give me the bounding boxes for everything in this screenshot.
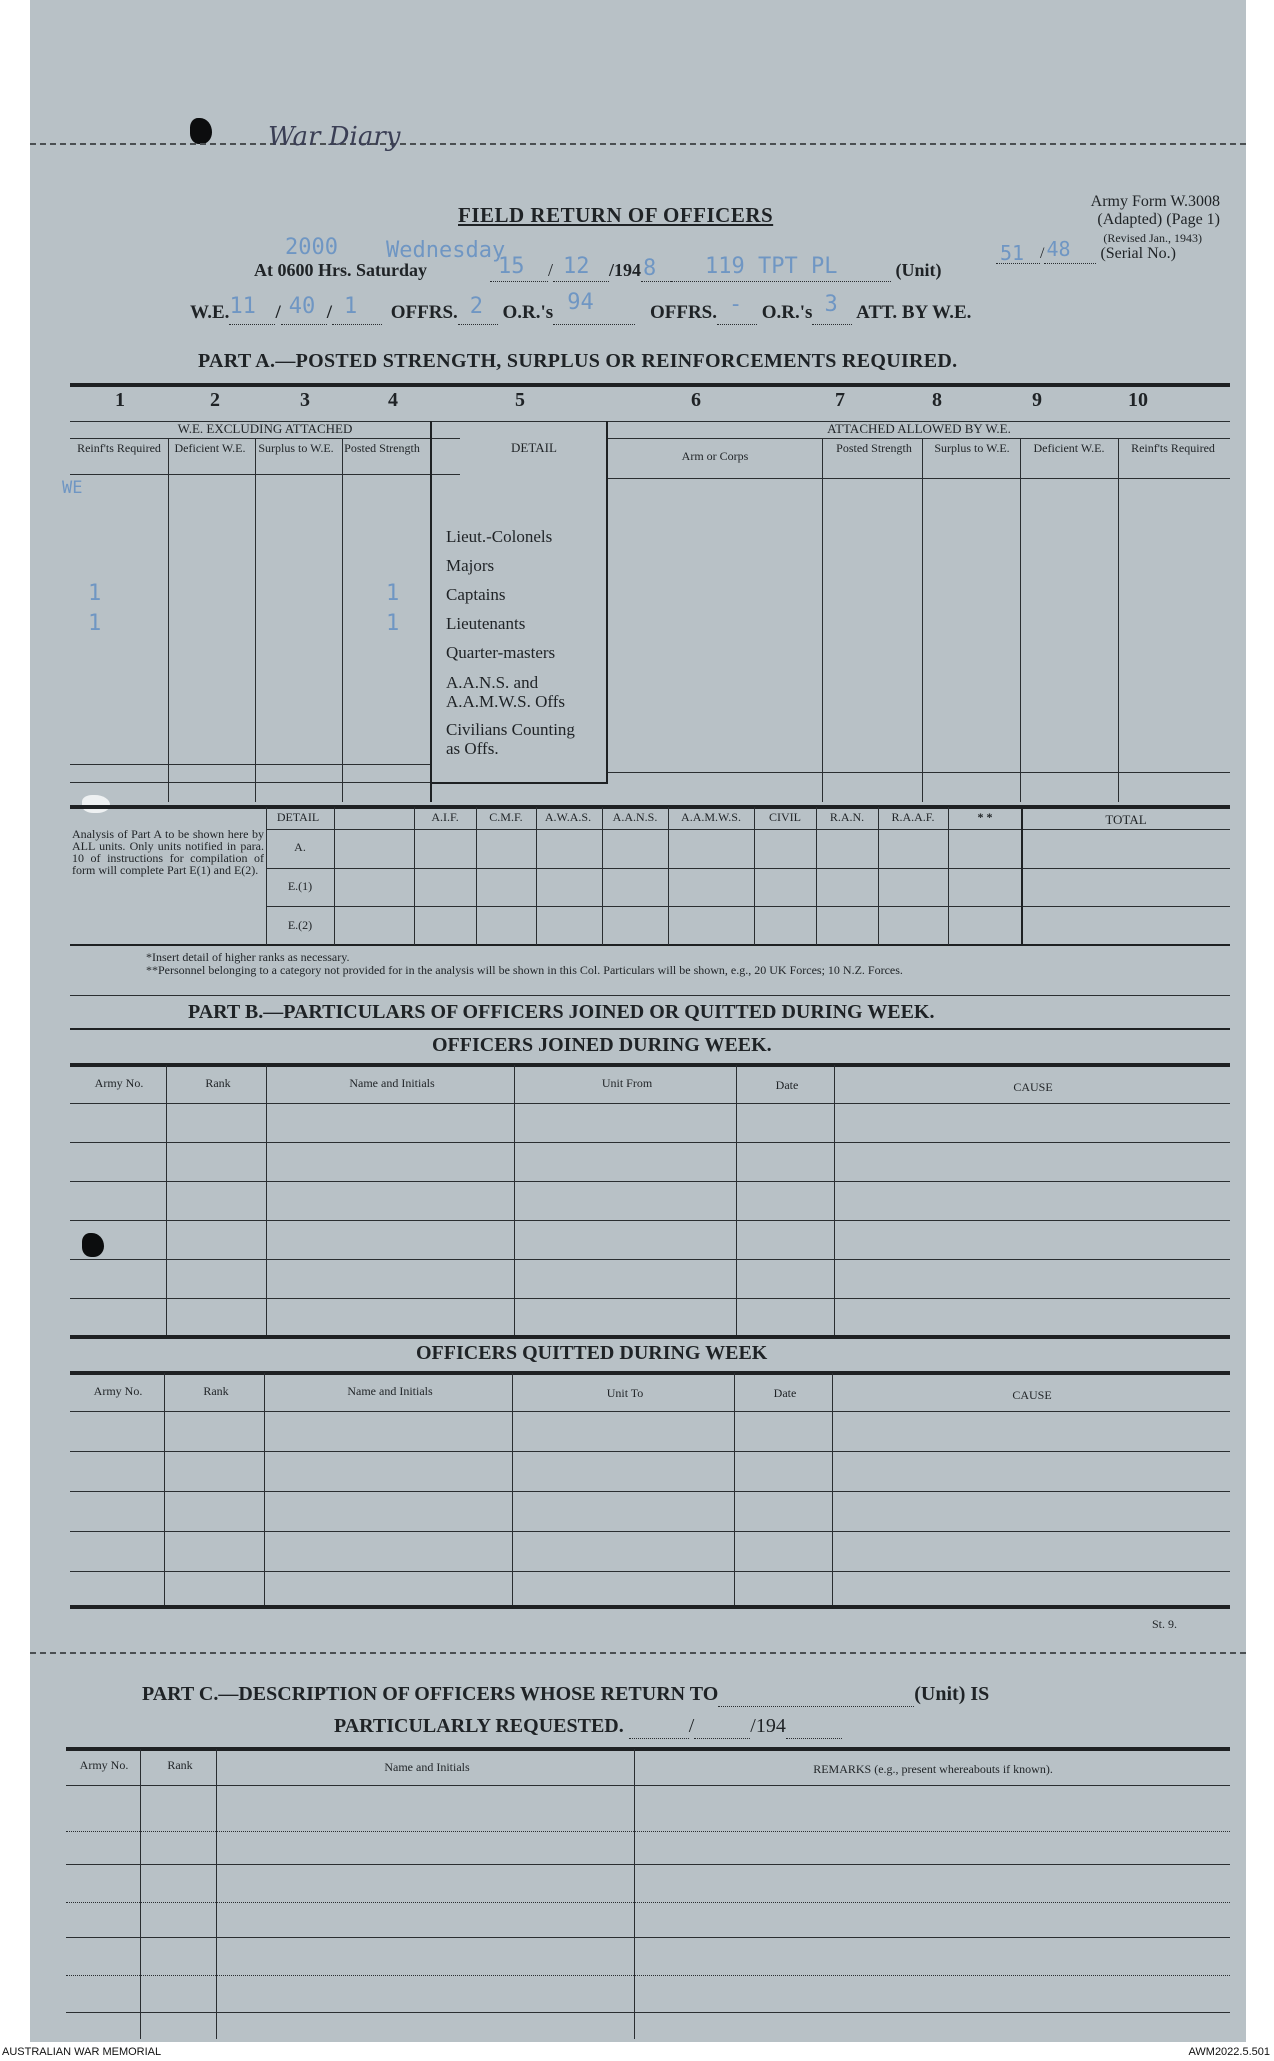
form-adapted: (Adapted) (Page 1) <box>1097 211 1220 228</box>
detail-quarter-masters: Quarter-masters <box>446 643 556 662</box>
col-number: 8 <box>932 389 942 411</box>
col-number: 6 <box>691 389 701 411</box>
part-c-col-army-no: Army No. <box>79 1758 129 1772</box>
typed-we-a: 11 <box>229 294 256 319</box>
ors-label: O.R.'s <box>502 302 554 323</box>
typed-we-c: 1 <box>344 294 358 319</box>
typed-we-b: 40 <box>288 294 316 319</box>
quitted-col-unit-to: Unit To <box>606 1386 644 1400</box>
typed-we-marker: WE <box>62 478 83 498</box>
punch-hole <box>190 118 212 144</box>
ors-att-label: O.R.'s <box>761 302 813 323</box>
part-c-title-text: PART C.—DESCRIPTION OF OFFICERS WHOSE RETURN TO <box>142 1683 719 1705</box>
serial-slash: / <box>1040 245 1045 262</box>
footer-accession: AWM2022.5.501 <box>1188 2046 1270 2058</box>
typed-day-number: 15 <box>498 254 525 279</box>
part-c-year: /194 <box>750 1715 786 1737</box>
serial-label: (Serial No.) <box>1100 245 1176 262</box>
typed-ors-att: 3 <box>824 292 838 317</box>
detail-captains: Captains <box>446 585 506 604</box>
part-c-requested: PARTICULARLY REQUESTED. <box>334 1715 624 1737</box>
we-slash-1: / <box>275 302 281 323</box>
perforation-middle <box>30 1652 1246 1654</box>
analysis-col-aif: A.I.F. <box>431 810 459 824</box>
col-arm-corps: Arm or Corps <box>681 449 749 463</box>
typed-ors: 94 <box>567 290 594 315</box>
col-att-reinf: Reinf'ts Required <box>1131 441 1215 455</box>
analysis-col-detail: DETAIL <box>276 810 320 824</box>
perforation-top <box>30 143 1246 145</box>
quitted-col-rank: Rank <box>203 1384 229 1398</box>
analysis-row-e2: E.(2) <box>287 918 313 932</box>
col-number: 3 <box>300 389 310 411</box>
part-c-col-rank: Rank <box>167 1758 193 1772</box>
typed-year: 8 <box>643 256 657 281</box>
we-line <box>190 290 972 325</box>
analysis-col-other: * * <box>977 810 993 824</box>
analysis-col-aans: A.A.N.S. <box>612 810 658 824</box>
unit-label: (Unit) <box>895 260 942 280</box>
handwritten-note: War Diary <box>268 122 401 152</box>
col-att-posted: Posted Strength <box>836 441 912 455</box>
part-a-title: PART A.—POSTED STRENGTH, SURPLUS OR REINFORCEMENTS REQUIRED. <box>198 350 958 372</box>
typed-month: 12 <box>563 254 590 279</box>
col-att-surplus: Surplus to W.E. <box>934 441 1010 455</box>
typed-captains-posted: 1 <box>386 581 400 606</box>
analysis-col-total: TOTAL <box>1105 812 1147 827</box>
detail-civilians: Civilians Counting as Offs. <box>446 720 575 758</box>
analysis-col-ran: R.A.N. <box>829 810 865 824</box>
typed-day: Wednesday <box>386 238 506 263</box>
analysis-row-a: A. <box>294 840 306 854</box>
col-number: 2 <box>210 389 220 411</box>
form-title: FIELD RETURN OF OFFICERS <box>458 203 774 227</box>
joined-col-name: Name and Initials <box>349 1076 435 1090</box>
form-number: Army Form W.3008 <box>1090 193 1220 210</box>
joined-col-cause: CAUSE <box>1013 1080 1053 1094</box>
typed-time: 2000 <box>285 235 338 260</box>
we-label: W.E. <box>190 302 230 323</box>
typed-serial-b: 48 <box>1046 237 1071 261</box>
quitted-col-army-no: Army No. <box>93 1384 143 1398</box>
analysis-col-cmf: C.M.F. <box>489 810 523 824</box>
col-number: 1 <box>115 389 125 411</box>
analysis-col-raaf: R.A.A.F. <box>891 810 935 824</box>
joined-col-date: Date <box>775 1078 799 1092</box>
part-c-col-remarks: REMARKS (e.g., present whereabouts if known). <box>813 1762 1053 1776</box>
typed-offrs: 2 <box>469 294 484 319</box>
typed-lieuts-reinf: 1 <box>88 611 102 636</box>
col-number: 10 <box>1128 389 1148 411</box>
detail-head: DETAIL <box>511 440 557 455</box>
analysis-note: Analysis of Part A to be shown here by ALL units. Only units notified in para. 10 of instructions for compilation of form will complete Part E(1) and E(2). <box>72 827 264 877</box>
joined-col-unit-from: Unit From <box>601 1076 653 1090</box>
att-label: ATT. BY W.E. <box>856 302 972 323</box>
joined-title: OFFICERS JOINED DURING WEEK. <box>432 1034 772 1056</box>
punch-hole <box>82 1233 104 1257</box>
analysis-col-awas: A.W.A.S. <box>544 810 592 824</box>
detail-aans: A.A.N.S. and A.A.M.W.S. Offs <box>446 673 566 711</box>
typed-captains-reinf: 1 <box>88 581 102 606</box>
we-slash-2: / <box>326 302 332 323</box>
date-slash: / <box>548 260 554 280</box>
part-c-title-2 <box>334 1715 842 1739</box>
col-posted-strength: Posted Strength <box>344 441 420 455</box>
detail-lieut-colonels: Lieut.-Colonels <box>446 527 553 546</box>
footnote-1: *Insert detail of higher ranks as necessary. <box>146 950 350 964</box>
col-number: 9 <box>1032 389 1042 411</box>
typed-offrs-att: - <box>729 292 743 317</box>
we-excluding-head: W.E. EXCLUDING ATTACHED <box>177 421 353 436</box>
typed-serial-a: 51 <box>1000 241 1025 265</box>
col-reinf-required: Reinf'ts Required <box>77 441 161 455</box>
col-number: 7 <box>835 389 845 411</box>
part-c-unit-is: (Unit) IS <box>914 1683 990 1705</box>
attached-allowed-head: ATTACHED ALLOWED BY W.E. <box>827 421 1011 436</box>
tear-mark <box>82 795 110 813</box>
part-c-slash: / <box>688 1715 695 1737</box>
detail-majors: Majors <box>446 556 495 575</box>
col-number: 4 <box>388 389 398 411</box>
offrs-label: OFFRS. <box>390 302 458 323</box>
date-line <box>490 254 942 282</box>
offrs-att-label: OFFRS. <box>649 302 717 323</box>
year-prefix: /194 <box>609 260 642 280</box>
quitted-col-cause: CAUSE <box>1012 1388 1052 1402</box>
col-surplus: Surplus to W.E. <box>258 441 334 455</box>
quitted-col-name: Name and Initials <box>347 1384 433 1398</box>
quitted-title: OFFICERS QUITTED DURING WEEK <box>416 1342 768 1364</box>
part-c-col-name: Name and Initials <box>384 1760 470 1774</box>
col-deficient: Deficient W.E. <box>174 441 246 455</box>
quitted-col-date: Date <box>773 1386 797 1400</box>
analysis-col-aamws: A.A.M.W.S. <box>681 810 741 824</box>
footnote-2: **Personnel belonging to a category not provided for in the analysis will be shown in this Col. Particulars will be shown, e.g., 20 UK Forces; 10 N.Z. Forces. <box>146 963 903 977</box>
col-att-deficient: Deficient W.E. <box>1033 441 1105 455</box>
typed-unit: 119 TPT PL <box>705 254 838 279</box>
typed-lieuts-posted: 1 <box>386 611 400 636</box>
col-number: 5 <box>515 389 525 411</box>
part-b-title: PART B.—PARTICULARS OF OFFICERS JOINED OR QUITTED DURING WEEK. <box>188 1001 935 1023</box>
joined-col-rank: Rank <box>205 1076 231 1090</box>
joined-col-army-no: Army No. <box>94 1076 144 1090</box>
analysis-col-civil: CIVIL <box>769 810 801 824</box>
at-hrs-label: At 0600 Hrs. Saturday <box>254 260 428 280</box>
form-sheet <box>30 0 1246 2042</box>
analysis-row-e1: E.(1) <box>287 879 313 893</box>
footer-credit: AUSTRALIAN WAR MEMORIAL <box>2 2046 162 2058</box>
detail-lieutenants: Lieutenants <box>446 614 526 633</box>
form-revised: (Revised Jan., 1943) <box>1103 231 1202 245</box>
st-mark: St. 9. <box>1152 1617 1178 1631</box>
serial-line <box>996 237 1176 265</box>
form-id <box>990 193 1220 247</box>
part-c-title-1 <box>142 1683 989 1707</box>
